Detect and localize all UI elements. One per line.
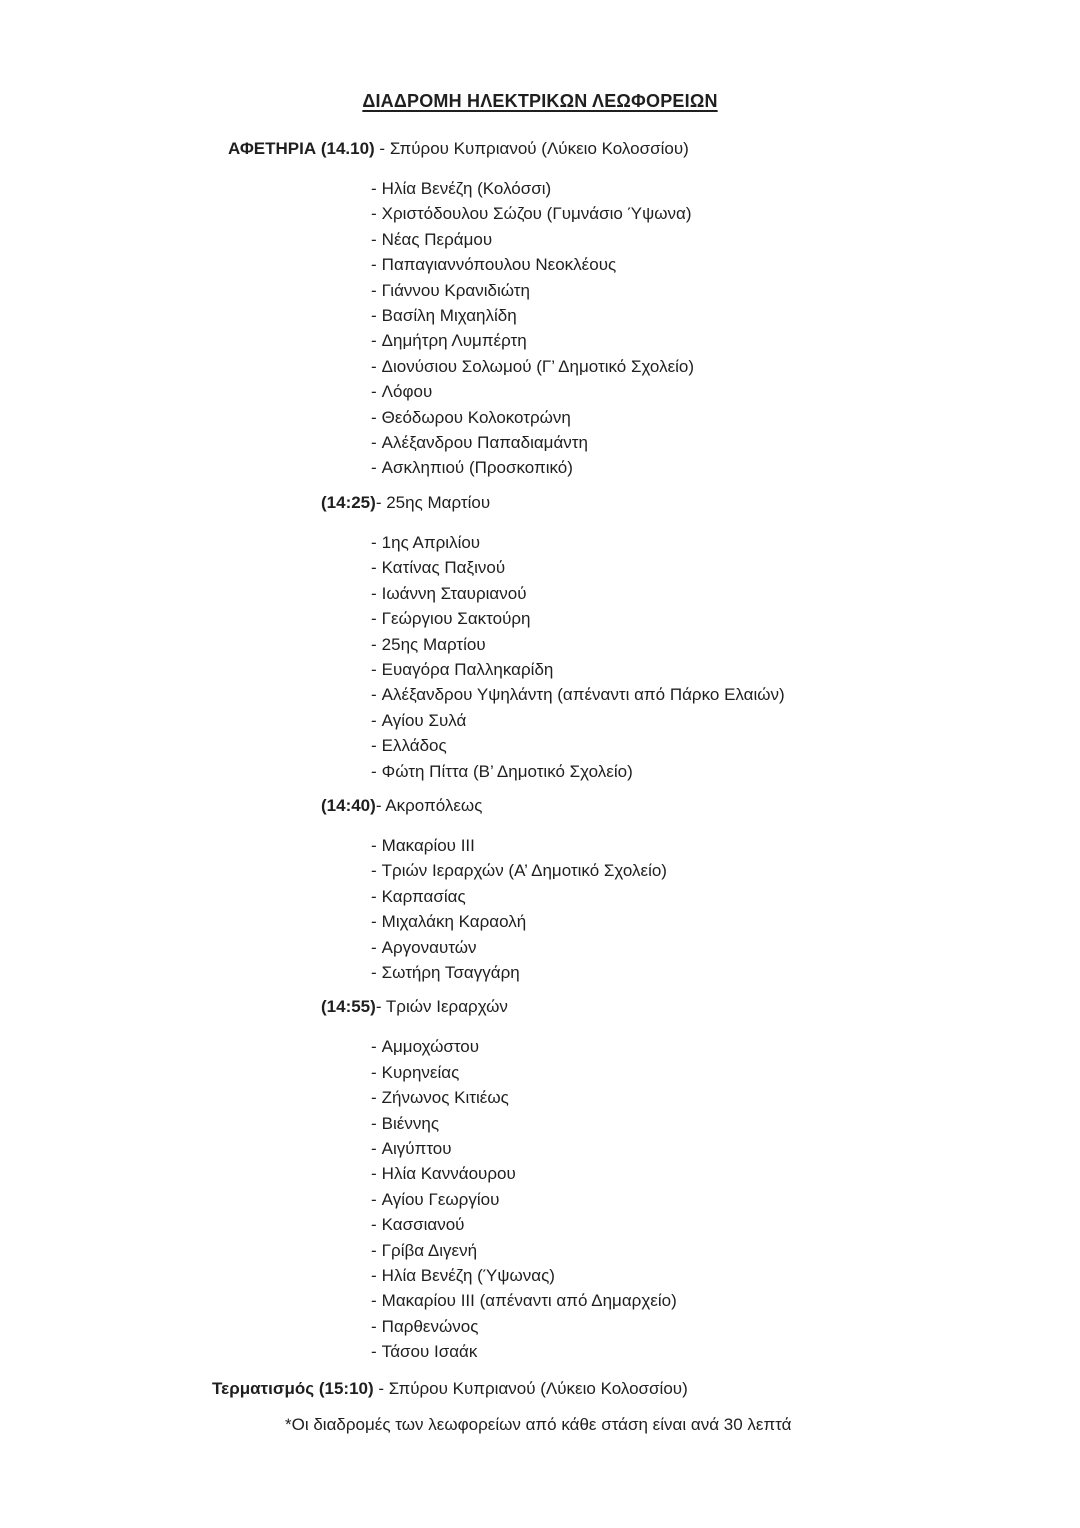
stop-dash: - — [371, 912, 377, 932]
stop-item — [371, 405, 1080, 430]
stop-name: 25ης Μαρτίου — [381, 634, 486, 654]
section-time-label: (14:25) — [321, 492, 376, 512]
stop-item — [371, 1212, 1080, 1237]
section-street: Ακροπόλεως — [385, 795, 483, 815]
stop-name: Νέας Περάμου — [381, 229, 493, 249]
stop-dash: - — [371, 204, 377, 224]
stop-item — [371, 1161, 1080, 1186]
stop-name: Βιέννης — [381, 1113, 440, 1133]
stop-item — [371, 201, 1080, 226]
stop-dash: - — [371, 583, 377, 603]
stop-item — [371, 733, 1080, 758]
stop-dash: - — [371, 1139, 377, 1158]
stop-item — [371, 176, 1080, 201]
stop-name: Δημήτρη Λυμπέρτη — [381, 331, 527, 351]
stop-item — [371, 1263, 1080, 1288]
stops-list — [371, 1034, 1080, 1364]
stop-item — [371, 530, 1080, 555]
stop-name: Σωτήρη Τσαγγάρη — [381, 962, 520, 982]
stop-dash: - — [371, 835, 377, 855]
termination-separator: - — [373, 1378, 389, 1398]
section-header — [321, 793, 1080, 818]
stop-item — [371, 657, 1080, 682]
section-street: Τριών Ιεραρχών — [385, 997, 508, 1017]
stop-dash: - — [371, 433, 377, 453]
stop-item — [371, 328, 1080, 353]
stop-name: Αργοναυτών — [381, 937, 477, 957]
stop-dash: - — [371, 761, 377, 781]
stop-name: Αλέξανδρου Υψηλάντη (απέναντι από Πάρκο Ελαιών) — [381, 685, 785, 705]
stop-dash: - — [371, 558, 377, 578]
stop-dash: - — [371, 736, 377, 756]
stop-item — [371, 858, 1080, 883]
stop-dash: - — [371, 609, 377, 629]
stop-dash: - — [371, 937, 377, 957]
section-separator: - — [375, 997, 386, 1017]
stop-name: Παρθενώνος — [381, 1316, 479, 1336]
stop-dash: - — [371, 1037, 377, 1057]
stop-item — [371, 1136, 1080, 1161]
stop-item — [371, 759, 1080, 784]
stop-dash: - — [371, 356, 377, 376]
stop-name: Κυρηνείας — [381, 1062, 460, 1082]
stop-name: Γεώργιου Σακτούρη — [381, 609, 531, 629]
stop-item — [371, 303, 1080, 328]
section-time-label: (14:40) — [321, 795, 376, 815]
stop-name: Μιχαλάκη Καραολή — [381, 912, 527, 932]
stop-item — [371, 1187, 1080, 1212]
stop-name: Ιωάννη Σταυριανού — [381, 583, 527, 603]
stop-item — [371, 833, 1080, 858]
stop-name: Κασσιανού — [381, 1215, 465, 1235]
stop-name: Μακαρίου ΙΙΙ — [381, 835, 475, 855]
stop-name: 1ης Απριλίου — [381, 532, 481, 552]
stop-dash: - — [371, 1164, 377, 1184]
stop-dash: - — [371, 280, 377, 300]
stop-item — [371, 708, 1080, 733]
section-separator: - — [374, 139, 390, 158]
stop-item — [371, 1314, 1080, 1339]
section-separator: - — [375, 795, 386, 815]
stop-name: Θεόδωρου Κολοκοτρώνη — [381, 407, 571, 427]
stop-item — [371, 1111, 1080, 1136]
stop-dash: - — [371, 1113, 377, 1133]
stop-dash: - — [371, 886, 377, 906]
route-section — [0, 136, 1080, 481]
stop-item — [371, 884, 1080, 909]
route-section — [0, 793, 1080, 985]
stop-item — [371, 581, 1080, 606]
stop-name: Λόφου — [381, 382, 433, 402]
stop-item — [371, 278, 1080, 303]
stop-name: Αγίου Γεωργίου — [381, 1189, 500, 1209]
stop-name: Χριστόδουλου Σώζου (Γυμνάσιο Ύψωνα) — [381, 204, 692, 224]
stop-name: Βασίλη Μιχαηλίδη — [381, 306, 517, 326]
stop-dash: - — [371, 532, 377, 552]
stop-dash: - — [371, 1088, 377, 1108]
stop-item — [371, 227, 1080, 252]
stop-name: Ηλία Βενέζη (Κολόσσι) — [381, 179, 552, 198]
stop-dash: - — [371, 710, 377, 730]
stop-dash: - — [371, 1240, 377, 1260]
route-section — [0, 994, 1080, 1364]
stop-dash: - — [371, 229, 377, 249]
stop-item — [371, 606, 1080, 631]
stop-item — [371, 1034, 1080, 1059]
stop-item — [371, 252, 1080, 277]
stop-name: Φώτη Πίττα (Β’ Δημοτικό Σχολείο) — [381, 761, 633, 781]
stop-item — [371, 1288, 1080, 1313]
stop-item — [371, 354, 1080, 379]
stop-name: Τριών Ιεραρχών (Α’ Δημοτικό Σχολείο) — [381, 861, 667, 881]
stop-dash: - — [371, 1291, 377, 1311]
route-sections — [0, 136, 1080, 1365]
stop-item — [371, 1238, 1080, 1263]
section-separator: - — [375, 492, 387, 512]
stop-name: Ηλία Καννάουρου — [381, 1164, 516, 1184]
stop-dash: - — [371, 685, 377, 705]
stop-dash: - — [371, 306, 377, 326]
stop-name: Ζήνωνος Κιτιέως — [381, 1088, 509, 1108]
stop-dash: - — [371, 255, 377, 275]
stop-dash: - — [371, 659, 377, 679]
stop-item — [371, 682, 1080, 707]
section-street: Σπύρου Κυπριανού (Λύκειο Κολοσσίου) — [389, 139, 689, 158]
stop-dash: - — [371, 1189, 377, 1209]
stop-name: Αγίου Συλά — [381, 710, 467, 730]
section-time-label: (14:55) — [321, 997, 376, 1017]
stop-item — [371, 909, 1080, 934]
stop-dash: - — [371, 634, 377, 654]
stop-dash: - — [371, 861, 377, 881]
stop-item — [371, 1060, 1080, 1085]
page-title: ΔΙΑΔΡΟΜΗ ΗΛΕΚΤΡΙΚΩΝ ΛΕΩΦΟΡΕΙΩΝ — [362, 91, 718, 111]
stop-dash: - — [371, 1062, 377, 1082]
stop-dash: - — [371, 458, 377, 478]
stop-name: Αλέξανδρου Παπαδιαμάντη — [381, 433, 588, 453]
termination-street: Σπύρου Κυπριανού (Λύκειο Κολοσσίου) — [388, 1378, 688, 1398]
stops-list — [371, 530, 1080, 784]
termination-label: Τερματισμός (15:10) — [212, 1378, 374, 1398]
stop-item — [371, 632, 1080, 657]
stop-item — [371, 379, 1080, 404]
stop-item — [371, 455, 1080, 480]
stop-name: Ηλία Βενέζη (Ύψωνας) — [381, 1266, 555, 1286]
stops-list — [371, 176, 1080, 481]
stop-name: Μακαρίου ΙΙΙ (απέναντι από Δημαρχείο) — [381, 1291, 677, 1311]
route-section — [0, 490, 1080, 784]
stop-name: Αιγύπτου — [381, 1139, 452, 1158]
stop-name: Γιάννου Κρανιδιώτη — [381, 280, 530, 300]
stop-dash: - — [371, 1215, 377, 1235]
stop-name: Αμμοχώστου — [381, 1037, 480, 1057]
section-header — [321, 490, 1080, 515]
footnote: *Οι διαδρομές των λεωφορείων από κάθε στάση είναι ανά 30 λεπτά — [285, 1414, 792, 1434]
section-header — [228, 136, 1080, 161]
stop-item — [371, 430, 1080, 455]
stop-dash: - — [371, 1316, 377, 1336]
stop-name: Γρίβα Διγενή — [381, 1240, 478, 1260]
section-street: 25ης Μαρτίου — [386, 492, 491, 512]
stop-dash: - — [371, 382, 377, 402]
stop-item — [371, 935, 1080, 960]
stop-dash: - — [371, 179, 377, 198]
stop-name: Κατίνας Παξινού — [381, 558, 506, 578]
stop-dash: - — [371, 962, 377, 982]
stop-dash: - — [371, 407, 377, 427]
stop-name: Τάσου Ισαάκ — [381, 1342, 478, 1362]
section-header — [321, 994, 1080, 1019]
stop-item — [371, 1085, 1080, 1110]
stop-name: Ελλάδος — [381, 736, 447, 756]
stop-item — [371, 1339, 1080, 1364]
stop-name: Ασκληπιού (Προσκοπικό) — [381, 458, 573, 478]
section-time-label: ΑΦΕΤΗΡΙΑ (14.10) — [228, 139, 375, 158]
stop-name: Ευαγόρα Παλληκαρίδη — [381, 659, 554, 679]
stop-name: Διονύσιου Σολωμού (Γ’ Δημοτικό Σχολείο) — [381, 356, 695, 376]
stop-item — [371, 555, 1080, 580]
stop-dash: - — [371, 1266, 377, 1286]
stops-list — [371, 833, 1080, 985]
stop-name: Καρπασίας — [381, 886, 466, 906]
stop-name: Παπαγιαννόπουλου Νεοκλέους — [381, 255, 617, 275]
stop-dash: - — [371, 1342, 377, 1362]
stop-item — [371, 960, 1080, 985]
stop-dash: - — [371, 331, 377, 351]
termination-line — [212, 1376, 1080, 1401]
